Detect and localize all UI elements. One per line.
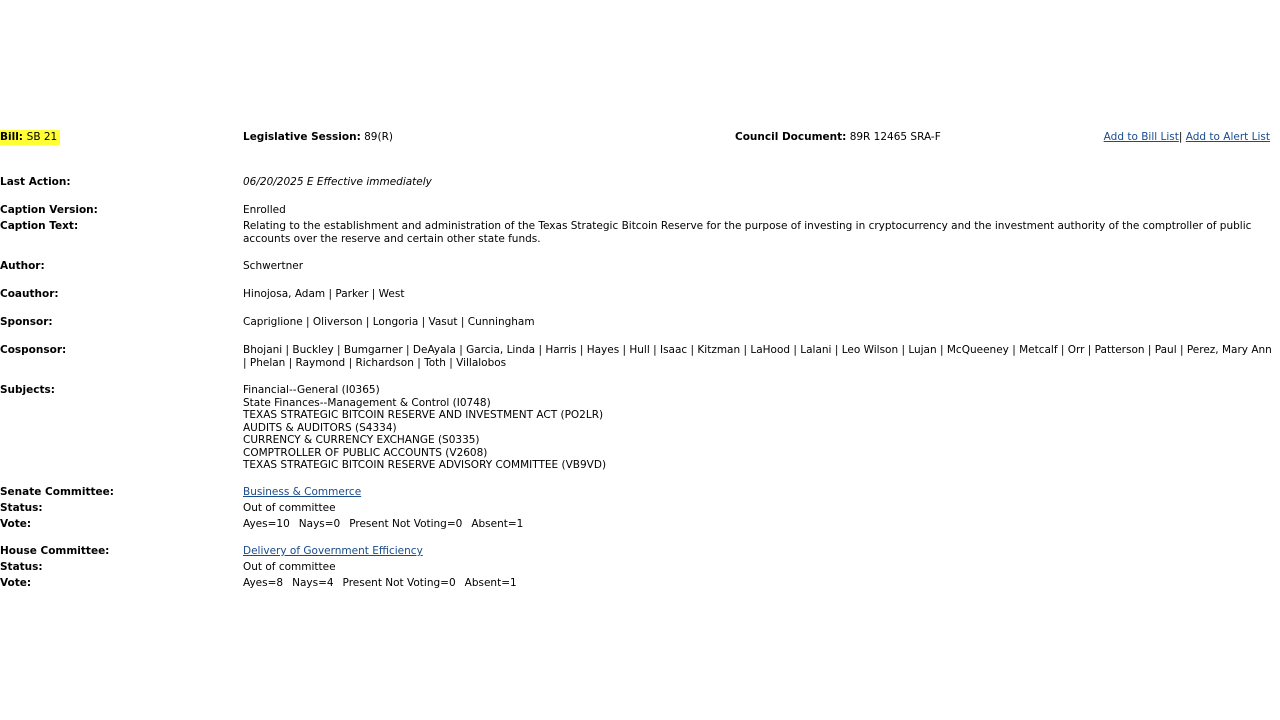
house-ayes: Ayes=8 — [243, 577, 284, 589]
caption-text-label: Caption Text: — [0, 220, 79, 232]
bill-highlight — [0, 130, 60, 145]
senate-committee-label: Senate Committee: — [0, 486, 114, 498]
author-label: Author: — [0, 260, 45, 272]
session-label: Legislative Session: — [243, 131, 361, 143]
legislative-session — [243, 131, 393, 144]
bill-label: Bill: — [0, 131, 23, 143]
add-to-alert-list-link[interactable]: Add to Alert List — [1185, 131, 1270, 143]
house-status-value: Out of committee — [243, 561, 336, 573]
senate-committee-link[interactable]: Business & Commerce — [243, 486, 362, 498]
sponsor-label: Sponsor: — [0, 316, 53, 328]
senate-status-label: Status: — [0, 502, 43, 514]
senate-nays: Nays=0 — [298, 518, 341, 530]
house-committee-link[interactable]: Delivery of Government Efficiency — [243, 545, 423, 557]
house-committee-label: House Committee: — [0, 545, 110, 557]
subjects-list — [243, 384, 1273, 472]
last-action-label: Last Action: — [0, 176, 71, 188]
list-actions — [1104, 131, 1270, 144]
bill-number: SB 21 — [26, 131, 58, 143]
senate-vote-label: Vote: — [0, 518, 32, 530]
coauthor-value: Hinojosa, Adam | Parker | West — [243, 288, 405, 300]
house-nays: Nays=4 — [292, 577, 334, 589]
house-status-label: Status: — [0, 561, 43, 573]
senate-status-value: Out of committee — [243, 502, 336, 514]
session-value: 89(R) — [364, 131, 393, 143]
house-vote-value — [243, 577, 1273, 590]
cosponsor-value: Bhojani | Buckley | Bumgarner | DeAyala | Garcia, Linda | Harris | Hayes | Hull | Isaac | Kitzman | LaHood | Lalani | Leo Wilson | Lujan | McQueeney | Metcalf | Orr | Patterson | Paul | Perez, Mary Ann | Phelan | Raymond | Richardson | Toth | Villalobos — [243, 344, 1272, 369]
house-vote-label: Vote: — [0, 577, 32, 589]
caption-version-label: Caption Version: — [0, 204, 98, 216]
add-to-bill-list-link[interactable]: Add to Bill List — [1103, 131, 1179, 143]
link-separator: | — [1178, 131, 1183, 143]
council-label: Council Document: — [735, 131, 847, 143]
subject-item: AUDITS & AUDITORS (S4334) — [243, 421, 397, 434]
subject-item: CURRENCY & CURRENCY EXCHANGE (S0335) — [243, 434, 480, 446]
house-absent: Absent=1 — [464, 577, 517, 589]
coauthor-label: Coauthor: — [0, 288, 59, 300]
subject-item: State Finances--Management & Control (I0748) — [243, 396, 491, 409]
subject-item: COMPTROLLER OF PUBLIC ACCOUNTS (V2608) — [243, 446, 488, 459]
bill-id — [0, 131, 60, 144]
senate-vote-value — [243, 518, 1273, 531]
senate-absent: Absent=1 — [471, 518, 524, 530]
caption-version-value: Enrolled — [243, 204, 286, 216]
senate-ayes: Ayes=10 — [243, 518, 290, 530]
author-value: Schwertner — [243, 260, 304, 272]
subjects-label: Subjects: — [0, 384, 55, 396]
cosponsor-label: Cosponsor: — [0, 344, 67, 356]
council-value: 89R 12465 SRA-F — [849, 131, 941, 143]
last-action-value: 06/20/2025 E Effective immediately — [243, 176, 432, 188]
house-present-not-voting: Present Not Voting=0 — [342, 577, 456, 589]
council-document — [735, 131, 941, 144]
sponsor-value: Capriglione | Oliverson | Longoria | Vasut | Cunningham — [243, 316, 535, 328]
subject-item: TEXAS STRATEGIC BITCOIN RESERVE AND INVESTMENT ACT (PO2LR) — [243, 409, 604, 421]
subject-item: TEXAS STRATEGIC BITCOIN RESERVE ADVISORY COMMITTEE (VB9VD) — [243, 459, 607, 471]
senate-present-not-voting: Present Not Voting=0 — [349, 518, 463, 530]
subject-item: Financial--General (I0365) — [243, 384, 380, 396]
caption-text-value: Relating to the establishment and administration of the Texas Strategic Bitcoin Reserve for the purpose of investing in cryptocurrency and the investment authority of the comptroller of public accounts over the reserve and certain other state funds. — [243, 220, 1252, 245]
